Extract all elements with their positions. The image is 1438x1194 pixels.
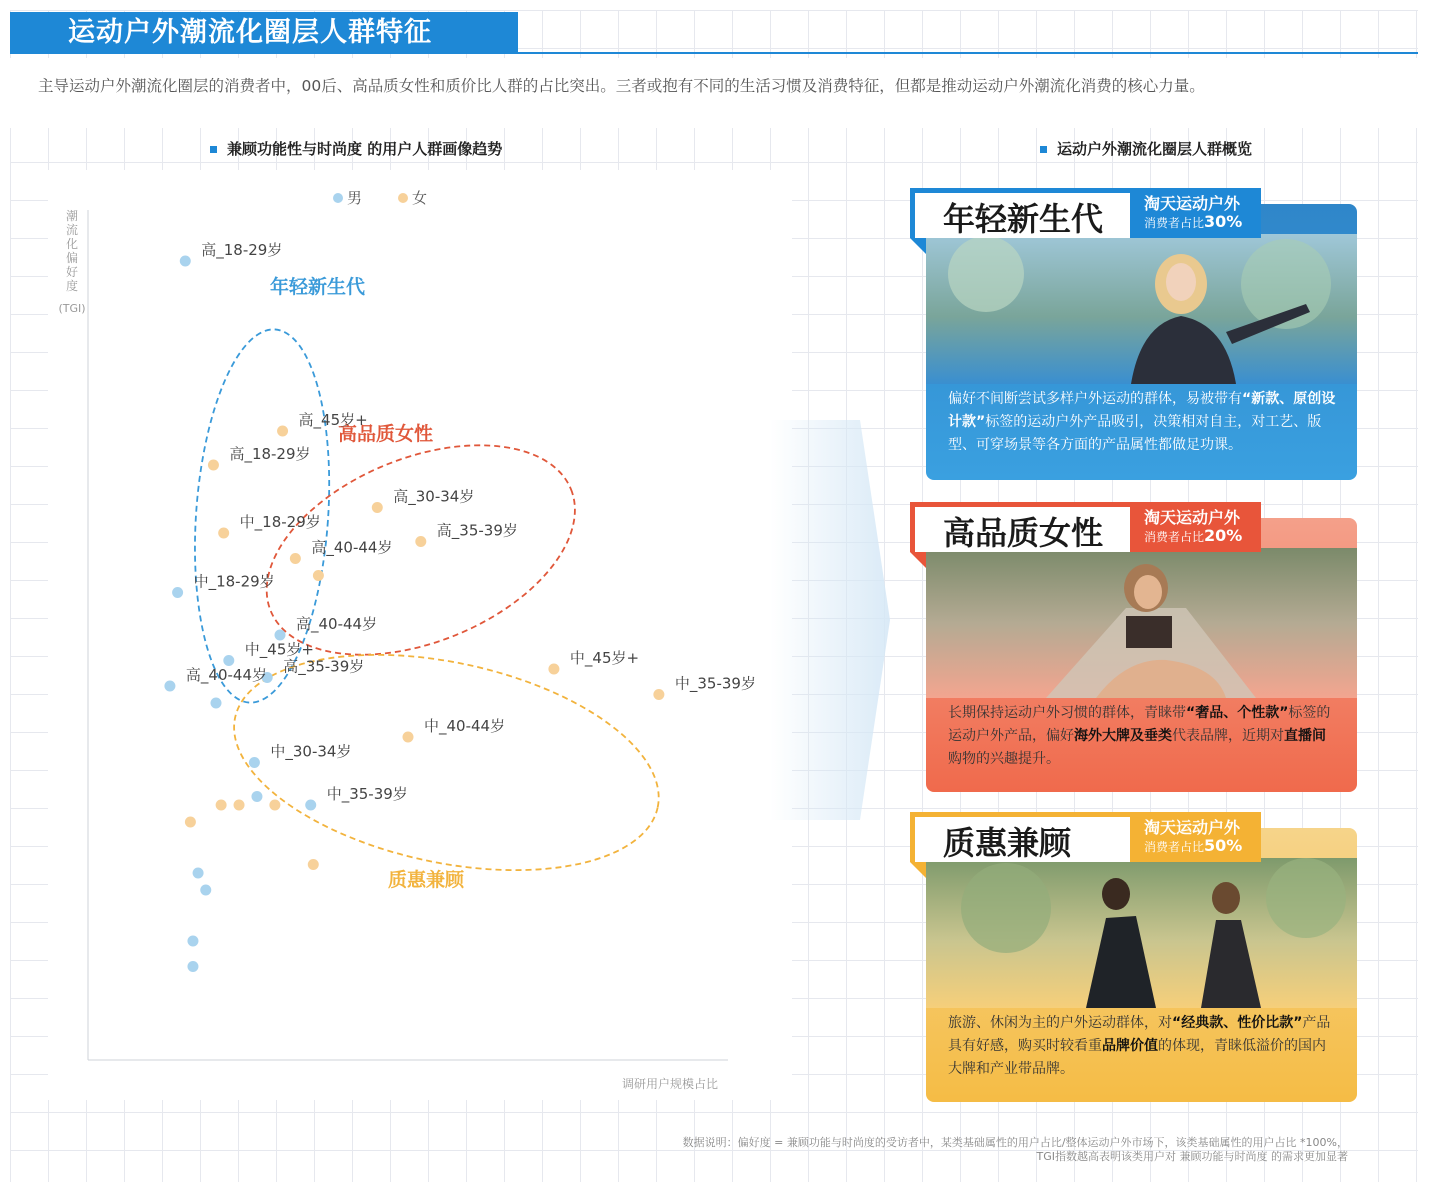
cluster-label: 高品质女性 <box>338 423 434 445</box>
right-section-title: 运动户外潮流化圈层人群概览 <box>1040 138 1252 159</box>
card-photo <box>926 234 1357 384</box>
intro-text: 主导运动户外潮流化圈层的消费者中，00后、高品质女性和质价比人群的占比突出。三者或抱有不同的生活习惯及消费特征，但都是推动运动户外潮流化消费的核心力量。 <box>38 77 1205 95</box>
data-label: 中_45岁+ <box>569 649 640 667</box>
card-quality-women <box>910 502 1357 794</box>
card-photo <box>926 548 1357 698</box>
data-label: 高_30-34岁 <box>393 487 475 506</box>
data-point-male <box>187 936 198 947</box>
data-point-female <box>548 664 559 675</box>
data-point-male <box>200 885 211 896</box>
legend-label-male: 男 <box>347 189 363 207</box>
card-title: 年轻新生代 <box>910 188 1130 238</box>
y-axis-label-char: 好 <box>65 265 79 279</box>
data-label: 中_18-29岁 <box>193 572 275 591</box>
title-underline <box>518 52 1418 54</box>
card-description: 长期保持运动户外习惯的群体，青睐带“奢品、个性款”标签的运动户外产品，偏好海外大牌及垂类代表品牌，近期对直播间购物的兴趣提升。 <box>948 705 1331 767</box>
data-label: 中_30-34岁 <box>270 742 352 761</box>
data-label: 高_35-39岁 <box>283 657 365 676</box>
data-label: 高_40-44岁 <box>296 615 378 633</box>
card-body <box>926 518 1357 792</box>
data-point-male <box>275 630 286 641</box>
data-point-female <box>415 536 426 547</box>
data-label: 高_45岁+ <box>298 411 368 429</box>
y-axis-label-char: 度 <box>65 279 79 293</box>
data-point-male <box>187 961 198 972</box>
data-point-female <box>234 800 245 811</box>
data-point-female <box>218 528 229 539</box>
chart-panel <box>48 170 792 1100</box>
card-photo <box>926 858 1357 1008</box>
data-label: 中_35-39岁 <box>326 785 408 803</box>
data-label: 高_35-39岁 <box>436 521 518 540</box>
data-label: 中_35-39岁 <box>674 674 756 693</box>
footnote: 数据说明：偏好度 = 兼顾功能与时尚度的受访者中，某类基础属性的用户占比/整体运动户外市场下，该类基础属性的用户占比 *100%， TGI指数越高表明该类用户对 兼顾功能与时尚度 的需求更加显著 <box>682 1136 1348 1163</box>
corner-triangle <box>910 552 926 568</box>
data-point-male <box>211 698 222 709</box>
data-point-male <box>223 655 234 666</box>
data-point-female <box>277 426 288 437</box>
data-label: 高_18-29岁 <box>201 241 283 259</box>
cluster-label: 年轻新生代 <box>270 276 366 298</box>
data-label: 中_45岁+ <box>244 640 314 659</box>
bullet-square-icon <box>210 146 217 153</box>
data-label: 高_40-44岁 <box>185 666 268 684</box>
data-point-female <box>308 859 319 870</box>
y-axis-label-char: 流 <box>65 223 79 237</box>
data-point-female <box>269 800 280 811</box>
y-axis-label-char: 潮 <box>65 209 79 223</box>
card-value-balance <box>910 812 1357 1104</box>
data-point-female <box>403 732 414 743</box>
data-point-female <box>313 570 324 581</box>
data-point-female <box>372 502 383 513</box>
data-label: 高_40-44岁 <box>311 538 393 557</box>
data-label: 中_40-44岁 <box>424 717 506 735</box>
corner-triangle <box>910 862 926 878</box>
corner-triangle <box>910 238 926 254</box>
card-share-tag: 淘天运动户外 消费者占比20% <box>1130 502 1261 552</box>
left-section-title: 兼顾功能性与时尚度 的用户人群画像趋势 <box>210 138 502 159</box>
card-share-tag: 淘天运动户外 消费者占比50% <box>1130 812 1261 862</box>
data-label: 高_18-29岁 <box>229 445 311 463</box>
data-point-female <box>208 460 219 471</box>
data-point-male <box>249 757 260 768</box>
data-point-male <box>180 256 191 267</box>
data-point-female <box>185 817 196 828</box>
data-point-male <box>172 587 183 598</box>
y-axis-label-unit: (TGI) <box>58 302 86 315</box>
bullet-square-icon <box>1040 146 1047 153</box>
data-point-male <box>193 868 204 879</box>
data-point-male <box>164 681 175 692</box>
y-axis-label-char: 偏 <box>65 251 79 265</box>
data-point-male <box>251 791 262 802</box>
legend-marker-female <box>398 193 408 203</box>
card-body <box>926 828 1357 1102</box>
page-title: 运动户外潮流化圈层人群特征 <box>10 12 518 54</box>
card-body <box>926 204 1357 480</box>
legend-label-female: 女 <box>412 189 428 207</box>
data-point-female <box>653 689 664 700</box>
scatter-chart <box>48 170 792 1100</box>
card-description: 旅游、休闲为主的户外运动群体，对“经典款、性价比款”产品具有好感，购买时较看重品牌价值的体现，青睐低溢价的国内大牌和产业带品牌。 <box>948 1015 1331 1077</box>
cluster-label: 质惠兼顾 <box>388 869 465 891</box>
card-young <box>910 188 1357 480</box>
data-point-female <box>216 800 227 811</box>
card-title: 高品质女性 <box>910 502 1130 552</box>
y-axis-label-char: 化 <box>65 237 79 251</box>
card-description: 偏好不间断尝试多样户外运动的群体，易被带有“新款、原创设计款”标签的运动户外产品吸引，决策相对自主，对工艺、版型、可穿场景等各方面的产品属性都做足功课。 <box>948 391 1336 453</box>
data-point-female <box>290 553 301 564</box>
legend-marker-male <box>333 193 343 203</box>
x-axis-label: 调研用户规模占比 <box>621 1077 718 1091</box>
card-title: 质惠兼顾 <box>910 812 1130 862</box>
data-point-male <box>305 800 316 811</box>
card-share-tag: 淘天运动户外 消费者占比30% <box>1130 188 1261 238</box>
data-label: 中_18-29岁 <box>239 513 321 531</box>
